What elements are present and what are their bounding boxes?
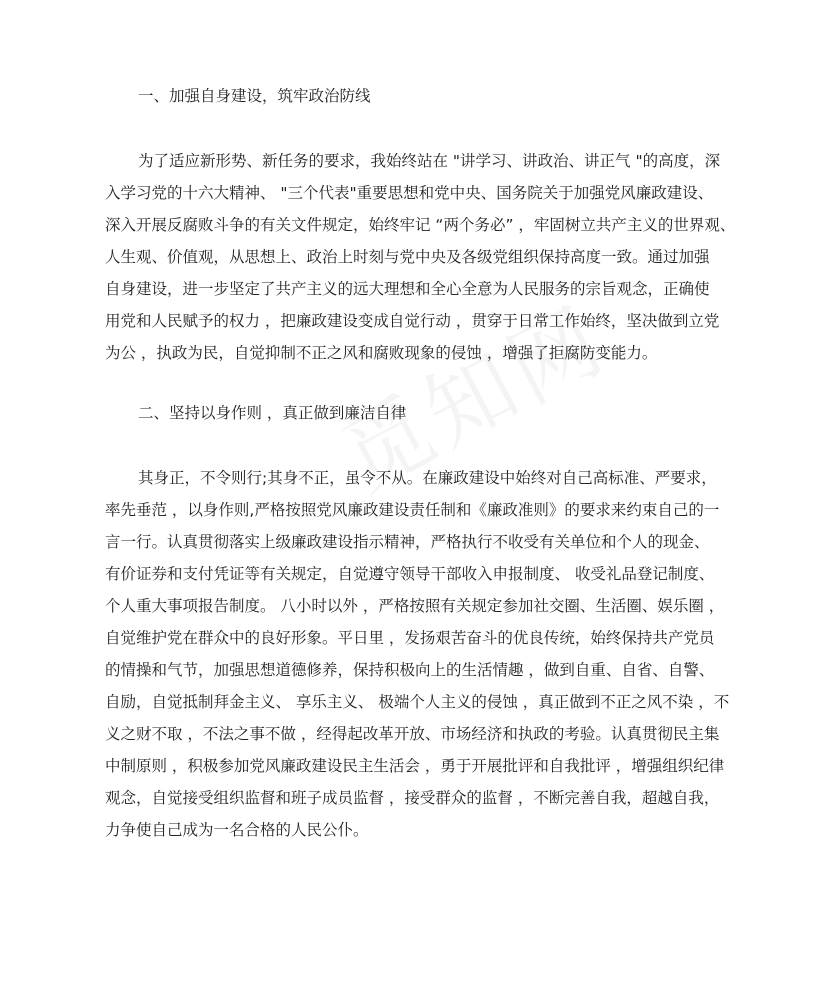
paragraph-line: 的情操和气节，加强思想道德修养，保持积极向上的生活情趣 ，做到自重、自省、自警、	[105, 661, 715, 679]
paragraph-line: 有价证券和支付凭证等有关规定，自觉遵守领导干部收入申报制度、 收受礼品登记制度、	[105, 565, 715, 583]
paragraph-line: 其身正，不令则行;其身不正，虽令不从。在廉政建设中始终对自己高标准、严要求，	[138, 469, 717, 487]
paragraph-line: 用党和人民赋予的权力 ，把廉政建设变成自觉行动 ，贯穿于日常工作始终，坚决做到立党	[105, 312, 720, 330]
paragraph-line: 自励，自觉抵制拜金主义、 享乐主义、 极端个人主义的侵蚀 ，真正做到不正之风不染 ，不	[105, 693, 730, 711]
paragraph-line: 自身建设，进一步坚定了共产主义的远大理想和全心全意为人民服务的宗旨观念，正确使	[105, 280, 710, 298]
paragraph-line: 力争使自己成为一名合格的人民公仆。	[105, 821, 369, 839]
section2-paragraph	[105, 462, 730, 846]
paragraph-line: 为公 ，执政为民，自觉抑制不正之风和腐败现象的侵蚀 ，增强了拒腐防变能力。	[105, 344, 658, 362]
paragraph-line: 为了适应新形势、新任务的要求，我始终站在 "讲学习、讲政治、讲正气 "的高度，深	[138, 152, 721, 170]
section1-paragraph	[105, 145, 736, 369]
section1-heading: 一、加强自身建设，筑牢政治防线	[138, 87, 371, 105]
paragraph-line: 言一行。认真贯彻落实上级廉政建设指示精神，严格执行不收受有关单位和个人的现金、	[105, 533, 710, 551]
paragraph-line: 义之财不取 ，不法之事不做 ，经得起改革开放、市场经济和执政的考验。认真贯彻民主集	[105, 725, 720, 743]
paragraph-line: 中制原则 ，积极参加党风廉政建设民主生活会 ，勇于开展批评和自我批评 ，增强组织纪律	[105, 757, 725, 775]
section2-heading: 二、坚持以身作则 ，真正做到廉洁自律	[138, 404, 407, 422]
paragraph-line: 自觉维护党在群众中的良好形象。平日里 ，发扬艰苦奋斗的优良传统，始终保持共产党员	[105, 629, 715, 647]
paragraph-line: 率先垂范 ，以身作则,严格按照党风廉政建设责任制和《廉政准则》的要求来约束自己的一	[105, 501, 720, 519]
paragraph-line: 观念，自觉接受组织监督和班子成员监督 ，接受群众的监督 ，不断完善自我，超越自我，	[105, 789, 720, 807]
paragraph-line: 入学习党的十六大精神、 "三个代表"重要思想和党中央、国务院关于加强党风廉政建设、	[105, 184, 714, 202]
paragraph-line: 个人重大事项报告制度。 八小时以外 ，严格按照有关规定参加社交圈、生活圈、娱乐圈 ，	[105, 597, 725, 615]
paragraph-line: 人生观、价值观，从思想上、政治上时刻与党中央及各级党组织保持高度一致。通过加强	[105, 248, 710, 266]
paragraph-line: 深入开展反腐败斗争的有关文件规定，始终牢记 “两个务必” ，牢固树立共产主义的世界观、	[105, 216, 736, 234]
